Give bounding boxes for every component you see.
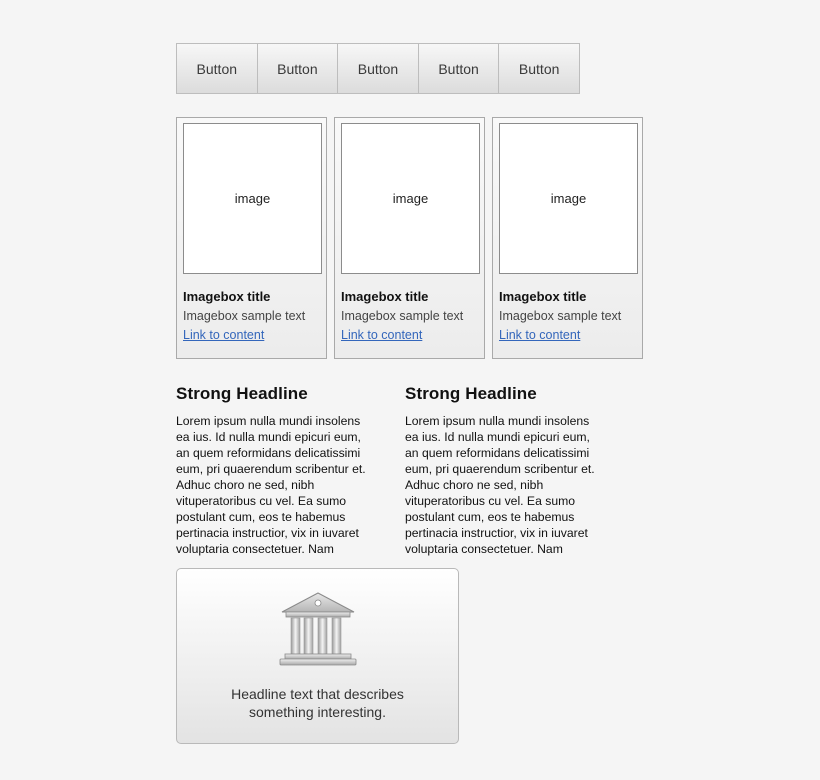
text-columns — [176, 384, 644, 556]
imagebox-1 — [176, 117, 327, 359]
imagebox-link[interactable]: Link to content — [183, 328, 265, 342]
text-column-1 — [176, 384, 377, 556]
text-column-2 — [405, 384, 606, 556]
feature-caption: Headline text that describes something interesting. — [231, 686, 404, 720]
bank-building-icon — [278, 591, 358, 667]
imagebox-text: Imagebox sample text — [499, 309, 622, 323]
imagebox-link[interactable]: Link to content — [341, 328, 423, 342]
imagebox-image: image — [183, 123, 322, 274]
column-headline: Strong Headline — [176, 384, 308, 403]
feature-card[interactable] — [176, 568, 459, 744]
imagebox-3 — [492, 117, 643, 359]
imagebox-image: image — [341, 123, 480, 274]
page-content — [176, 43, 644, 744]
column-body: Lorem ipsum nulla mundi insolens ea ius. Id nulla mundi epicuri eum, an quem reformidans delicatissimi eum, pri quaerendum scribentur et. Adhuc choro ne sed, nibh vituperatoribus cu vel. Ea sumo postulant cum, eos te habemus pertinacia instructior, vix in iuvaret voluptaria consectetuer. Nam — [405, 414, 595, 556]
imagebox-link[interactable]: Link to content — [499, 328, 581, 342]
button-1[interactable]: Button — [177, 44, 258, 93]
imagebox-title: Imagebox title — [341, 289, 429, 304]
imagebox-text: Imagebox sample text — [183, 309, 306, 323]
column-headline: Strong Headline — [405, 384, 537, 403]
imagebox-title: Imagebox title — [499, 289, 587, 304]
imagebox-image: image — [499, 123, 638, 274]
button-5[interactable]: Button — [518, 60, 560, 77]
button-4[interactable]: Button — [419, 44, 500, 93]
button-3[interactable]: Button — [338, 44, 419, 93]
button-bar — [176, 43, 580, 94]
imagebox-row — [176, 117, 644, 359]
column-body: Lorem ipsum nulla mundi insolens ea ius. Id nulla mundi epicuri eum, an quem reformidans delicatissimi eum, pri quaerendum scribentur et. Adhuc choro ne sed, nibh vituperatoribus cu vel. Ea sumo postulant cum, eos te habemus pertinacia instructior, vix in iuvaret voluptaria consectetuer. Nam — [176, 414, 366, 556]
imagebox-2 — [334, 117, 485, 359]
imagebox-title: Imagebox title — [183, 289, 271, 304]
imagebox-text: Imagebox sample text — [341, 309, 464, 323]
button-2[interactable]: Button — [258, 44, 339, 93]
